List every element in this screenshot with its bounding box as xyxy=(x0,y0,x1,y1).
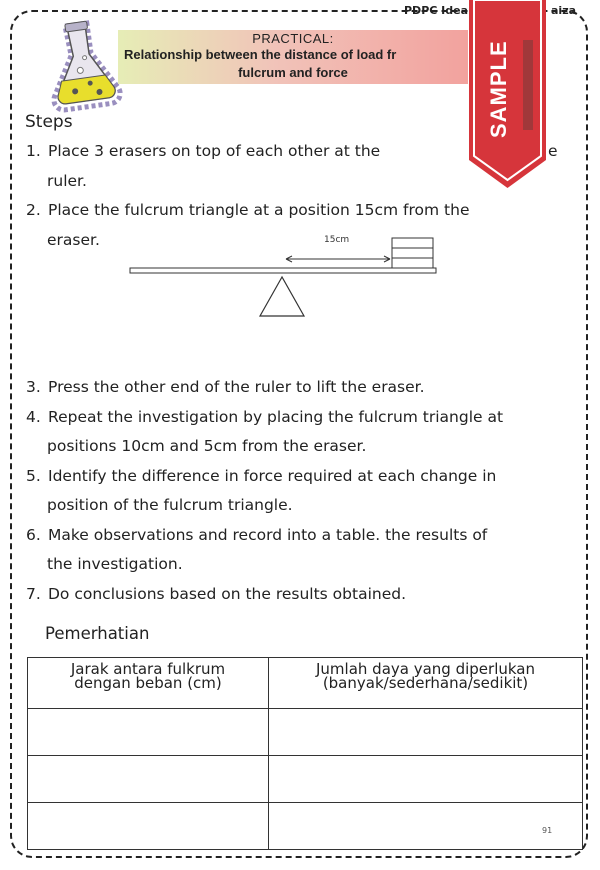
step-number: 4. xyxy=(26,408,41,426)
header-line: Jarak antara fulkrum xyxy=(70,660,226,678)
step-5-continuation: position of the fulcrum triangle. xyxy=(47,496,293,514)
table-cell[interactable] xyxy=(28,803,269,850)
table-header-force xyxy=(269,658,583,709)
brand-text-right: aiza xyxy=(551,4,577,17)
title-line-1: Relationship between the distance of load fr xyxy=(124,47,397,62)
step-text: Place the fulcrum triangle at a position 15cm from the xyxy=(48,201,470,219)
title-line-2: fulcrum and force xyxy=(238,65,348,80)
header-line: dengan beban (cm) xyxy=(74,674,222,692)
step-number: 2. xyxy=(26,201,41,219)
practical-label: PRACTICAL: xyxy=(252,31,334,46)
step-4 xyxy=(26,403,503,432)
step-text: Make observations and record into a table. the results of xyxy=(48,526,488,544)
table-cell[interactable] xyxy=(269,803,583,850)
step-text: Do conclusions based on the results obtained. xyxy=(48,585,407,603)
fulcrum-triangle xyxy=(260,277,304,316)
step-number: 3. xyxy=(26,378,41,396)
observation-table xyxy=(27,657,583,850)
table-header-row xyxy=(28,658,583,709)
step-text: Repeat the investigation by placing the fulcrum triangle at xyxy=(48,408,504,426)
step-text: Press the other end of the ruler to lift the eraser. xyxy=(48,378,425,396)
table-cell[interactable] xyxy=(269,756,583,803)
table-cell[interactable] xyxy=(28,709,269,756)
brand-text-left: PDPC Idea xyxy=(404,4,469,17)
table-row xyxy=(28,756,583,803)
table-cell[interactable] xyxy=(269,709,583,756)
step-2 xyxy=(26,196,469,225)
sample-watermark: SAMPLE xyxy=(486,40,511,138)
step-number: 6. xyxy=(26,526,41,544)
steps-heading: Steps xyxy=(25,112,73,132)
distance-label: 15cm xyxy=(324,235,350,245)
step-3 xyxy=(26,373,425,402)
page-number: 91 xyxy=(542,826,553,835)
flask-icon xyxy=(38,18,128,116)
step-1 xyxy=(26,137,380,166)
step-4-continuation: positions 10cm and 5cm from the eraser. xyxy=(47,437,367,455)
step-5 xyxy=(26,462,496,491)
step-number: 5. xyxy=(26,467,41,485)
table-row xyxy=(28,709,583,756)
step-6-continuation: the investigation. xyxy=(47,555,183,573)
header-line: Jumlah daya yang diperlukan xyxy=(316,660,535,678)
step-1-continuation: ruler. xyxy=(47,172,87,190)
step-text: Identify the difference in force required at each change in xyxy=(48,467,497,485)
step-number: 1. xyxy=(26,142,41,160)
lever-diagram xyxy=(128,230,438,325)
observation-heading: Pemerhatian xyxy=(45,624,150,643)
table-header-distance xyxy=(28,658,269,709)
title-banner xyxy=(118,30,468,84)
header-line: (banyak/sederhana/sedikit) xyxy=(322,674,529,692)
table-row xyxy=(28,803,583,850)
step-7 xyxy=(26,580,406,609)
step-number: 7. xyxy=(26,585,41,603)
step-1-tail: e xyxy=(548,142,558,160)
step-6 xyxy=(26,521,487,550)
step-2-continuation: eraser. xyxy=(47,231,100,249)
step-text: Place 3 erasers on top of each other at the xyxy=(48,142,381,160)
table-cell[interactable] xyxy=(28,756,269,803)
